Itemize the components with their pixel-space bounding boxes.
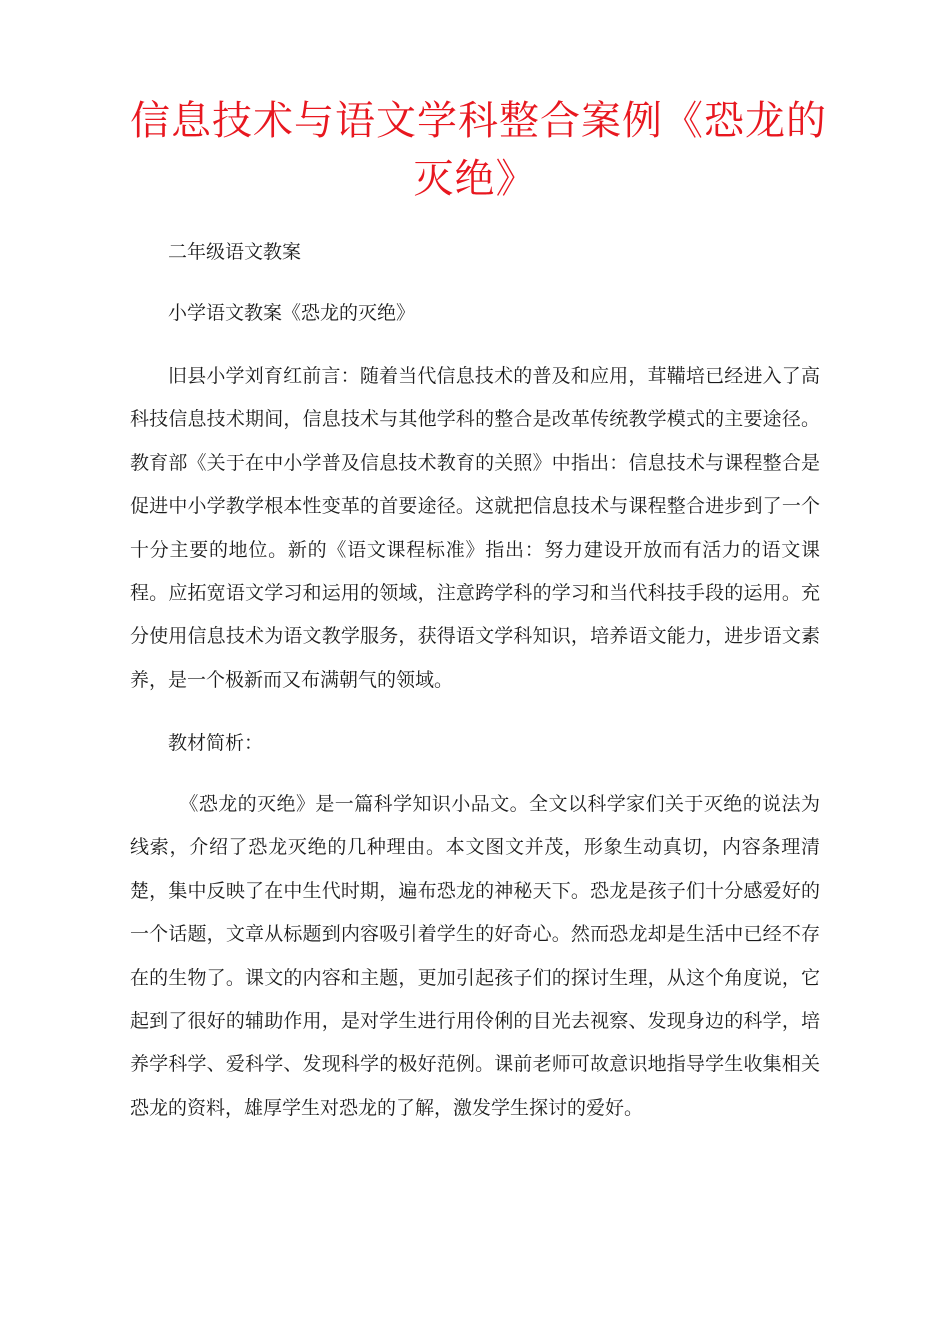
analysis-heading: 教材简析：: [168, 732, 264, 754]
document-title: [130, 92, 827, 208]
document-title-line1: 信息技术与语文学科整合案例《恐龙的: [130, 98, 827, 144]
analysis-paragraph: 《恐龙的灭绝》是一篇科学知识小品文。全文以科学家们关于灭绝的说法为线索，介绍了恐龙灭绝的几种理由。本文图文并茂，形象生动真切，内容条理清楚，集中反映了在中生代时期，遍布恐龙的神秘天下。恐龙是孩子们十分感爱好的一个话题，文章从标题到内容吸引着学生的好奇心。然而恐龙却是生活中已经不存在的生物了。课文的内容和主题，更加引起孩子们的探讨生理，从这个角度说，它起到了很好的辅助作用，是对学生进行用伶俐的目光去视察、发现身边的科学，培养学科学、爱科学、发现科学的极好范例。课前老师可故意识地指导学生收集相关恐龙的资料，雄厚学生对恐龙的了解，激发学生探讨的爱好。: [130, 793, 820, 1119]
lesson-subtitle: 小学语文教案《恐龙的灭绝》: [168, 302, 416, 324]
grade-label: 二年级语文教案: [168, 241, 302, 263]
document-title-line2: 灭绝》: [413, 156, 537, 202]
intro-paragraph: 旧县小学刘育红前言：随着当代信息技术的普及和应用，茸鞴培已经进入了高科技信息技术期间，信息技术与其他学科的整合是改革传统教学模式的主要途径。教育部《关于在中小学普及信息技术教育的关照》中指出：信息技术与课程整合是促进中小学教学根本性变革的首要途径。这就把信息技术与课程整合进步到了一个十分主要的地位。新的《语文课程标准》指出：努力建设开放而有活力的语文课程。应拓宽语文学习和运用的领域，注意跨学科的学习和当代科技手段的运用。充分使用信息技术为语文教学服务，获得语文学科知识，培养语文能力，进步语文素养，是一个极新而又布满朝气的领域。: [130, 365, 820, 691]
